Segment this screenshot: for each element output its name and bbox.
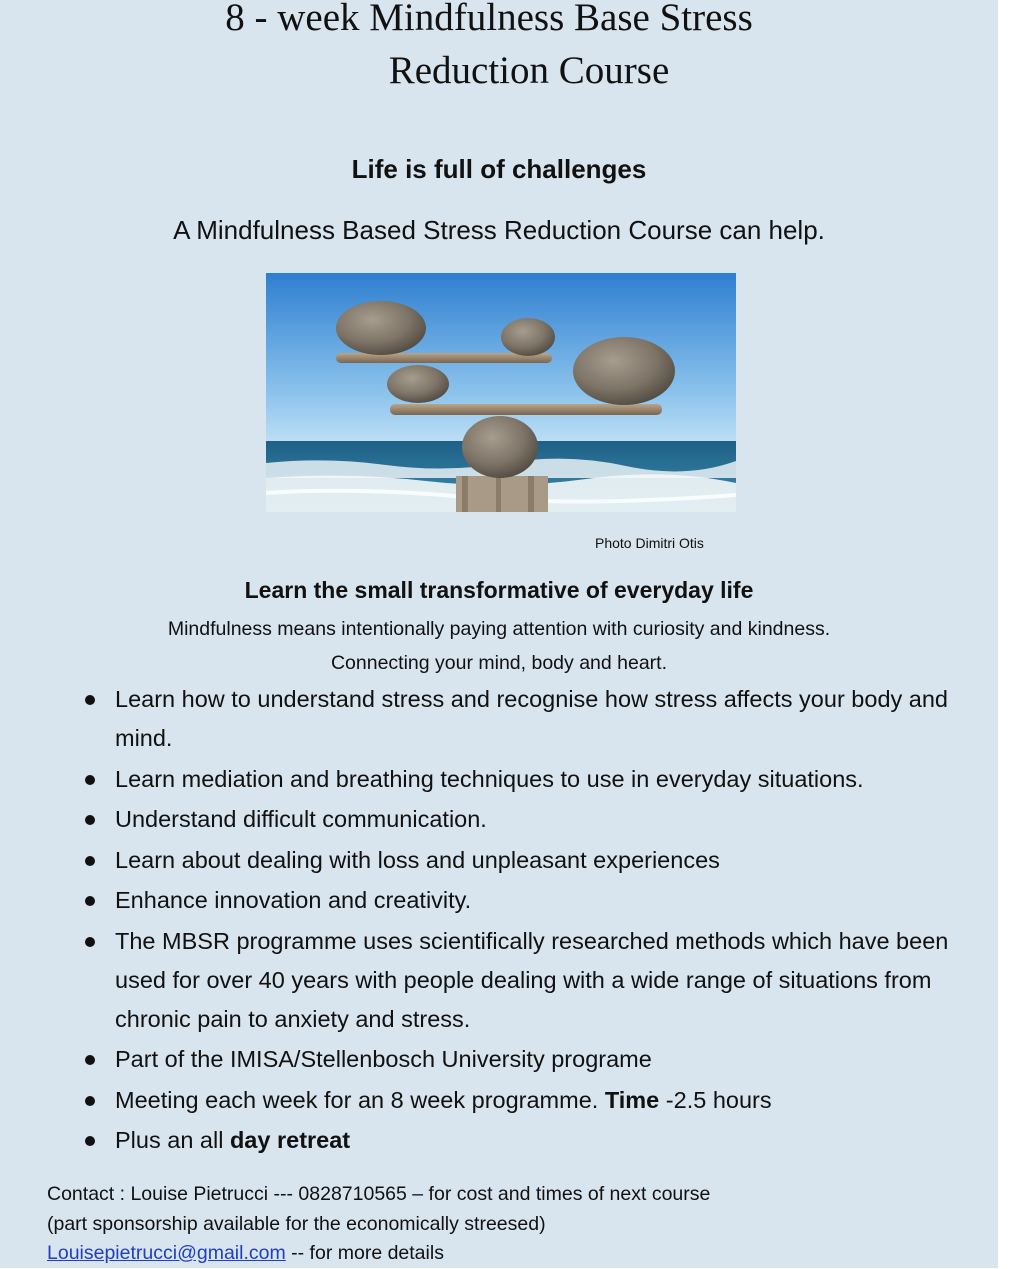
section-intro: [0, 612, 998, 680]
subtitle: A Mindfulness Based Stress Reduction Course can help.: [173, 215, 825, 245]
photo-credit: Photo Dimitri Otis: [595, 535, 704, 551]
contact-block: [47, 1180, 710, 1269]
tagline: Life is full of challenges: [351, 154, 647, 184]
list-item: [85, 1121, 955, 1160]
time-value: -2.5 hours: [659, 1086, 772, 1113]
list-item: Learn how to understand stress and recognise how stress affects your body and mind.: [85, 680, 955, 758]
list-item: Learn about dealing with loss and unpleasant experiences: [85, 841, 955, 880]
list-item-text: Plus an all: [115, 1127, 230, 1153]
time-label: Time: [604, 1086, 660, 1113]
balanced-stones-photo: [266, 273, 736, 512]
list-item: The MBSR programme uses scientifically researched methods which have been used for over 40 years with people dealing with a wide range of situations from chronic pain to anxiety and stress.: [85, 922, 955, 1039]
retreat-label: day retreat: [229, 1127, 351, 1153]
benefits-list: [85, 680, 955, 1162]
email-link[interactable]: Louisepietrucci@gmail.com: [47, 1242, 286, 1264]
contact-line-3: [47, 1239, 710, 1269]
list-item: [85, 1081, 955, 1120]
list-item: Enhance innovation and creativity.: [85, 881, 955, 920]
list-item: Part of the IMISA/Stellenbosch University programe: [85, 1040, 955, 1079]
title-line-2: Reduction Course: [388, 49, 670, 92]
contact-line-2: (part sponsorship available for the economically streesed): [47, 1212, 546, 1235]
email-suffix: -- for more details: [285, 1242, 444, 1264]
section-heading: Learn the small transformative of everyday life: [244, 577, 754, 603]
contact-line-1: Contact : Louise Pietrucci --- 0828710565 – for cost and times of next course: [47, 1183, 711, 1205]
balanced-stones-illustration: [266, 273, 736, 512]
intro-line-1: Mindfulness means intentionally paying attention with curiosity and kindness.: [167, 618, 831, 640]
list-item-text: Meeting each week for an 8 week programme.: [115, 1086, 605, 1113]
title-line-1: 8 - week Mindfulness Base Stress: [225, 0, 753, 39]
list-item: Learn mediation and breathing techniques to use in everyday situations.: [85, 760, 955, 799]
list-item: Understand difficult communication.: [85, 800, 955, 839]
intro-line-2: Connecting your mind, body and heart.: [330, 652, 668, 674]
